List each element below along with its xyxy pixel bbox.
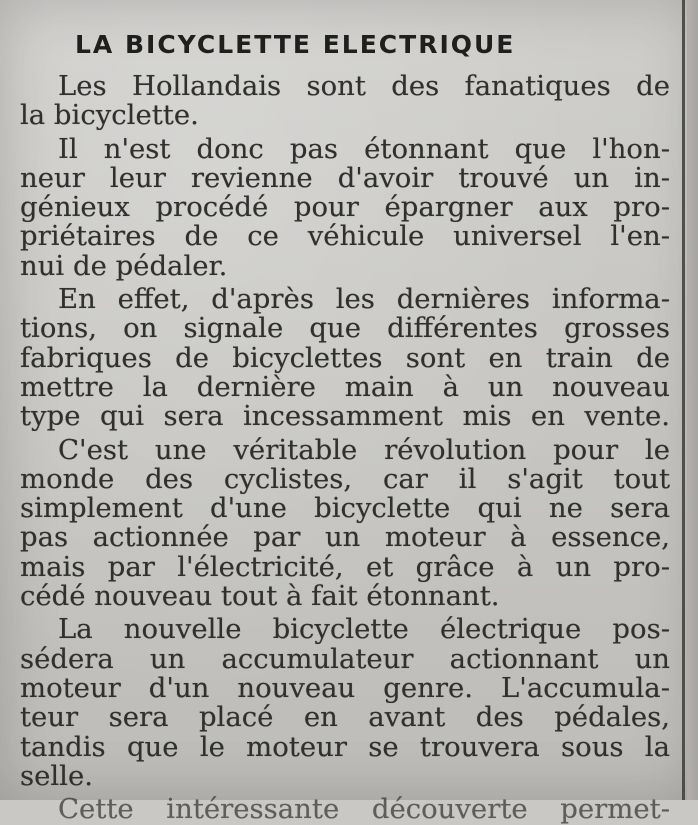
text-line: selle.: [20, 759, 93, 792]
adjacent-column-edge: [687, 0, 698, 800]
text-line: neur leur revienne d'avoir trouvé un in-: [20, 161, 670, 194]
text-line: mettre la dernière main à un nouveau: [20, 370, 670, 403]
text-line: la bicyclette.: [20, 99, 199, 132]
text-line: Cette intéressante découverte permet-: [58, 793, 670, 825]
article-title: LA BICYCLETTE ELECTRIQUE: [75, 30, 516, 59]
text-line: Il n'est donc pas étonnant que l'hon-: [58, 132, 670, 165]
column-rule: [682, 0, 685, 800]
text-line: C'est une véritable révolution pour le: [58, 433, 670, 466]
text-line: monde des cyclistes, car il s'agit tout: [20, 462, 670, 495]
text-line: pas actionnée par un moteur à essence,: [20, 521, 670, 554]
text-line: En effet, d'après les dernières informa-: [58, 283, 670, 316]
text-line: tandis que le moteur se trouvera sous la: [20, 730, 670, 763]
text-line: simplement d'une bicyclette qui ne sera: [20, 492, 670, 525]
text-line: tions, on signale que différentes grosses: [20, 312, 670, 345]
text-line: moteur d'un nouveau genre. L'accumula-: [20, 671, 670, 704]
article-body: [20, 72, 670, 824]
text-line: priétaires de ce véhicule universel l'en-: [20, 220, 670, 253]
text-line: type qui sera incessamment mis en vente.: [20, 400, 670, 433]
text-line: nui de pédaler.: [20, 249, 228, 282]
text-line: mais par l'électricité, et grâce à un pro-: [20, 550, 670, 583]
text-line: Les Hollandais sont des fanatiques de: [58, 70, 670, 102]
text-line: génieux procédé pour épargner aux pro-: [20, 191, 670, 224]
text-line: sédera un accumulateur actionnant un: [20, 642, 670, 675]
text-line: teur sera placé en avant des pédales,: [20, 701, 670, 734]
text-line: fabriques de bicyclettes sont en train de: [20, 341, 670, 374]
text-line: La nouvelle bicyclette électrique pos-: [58, 613, 670, 646]
text-line: cédé nouveau tout à fait étonnant.: [20, 580, 500, 613]
